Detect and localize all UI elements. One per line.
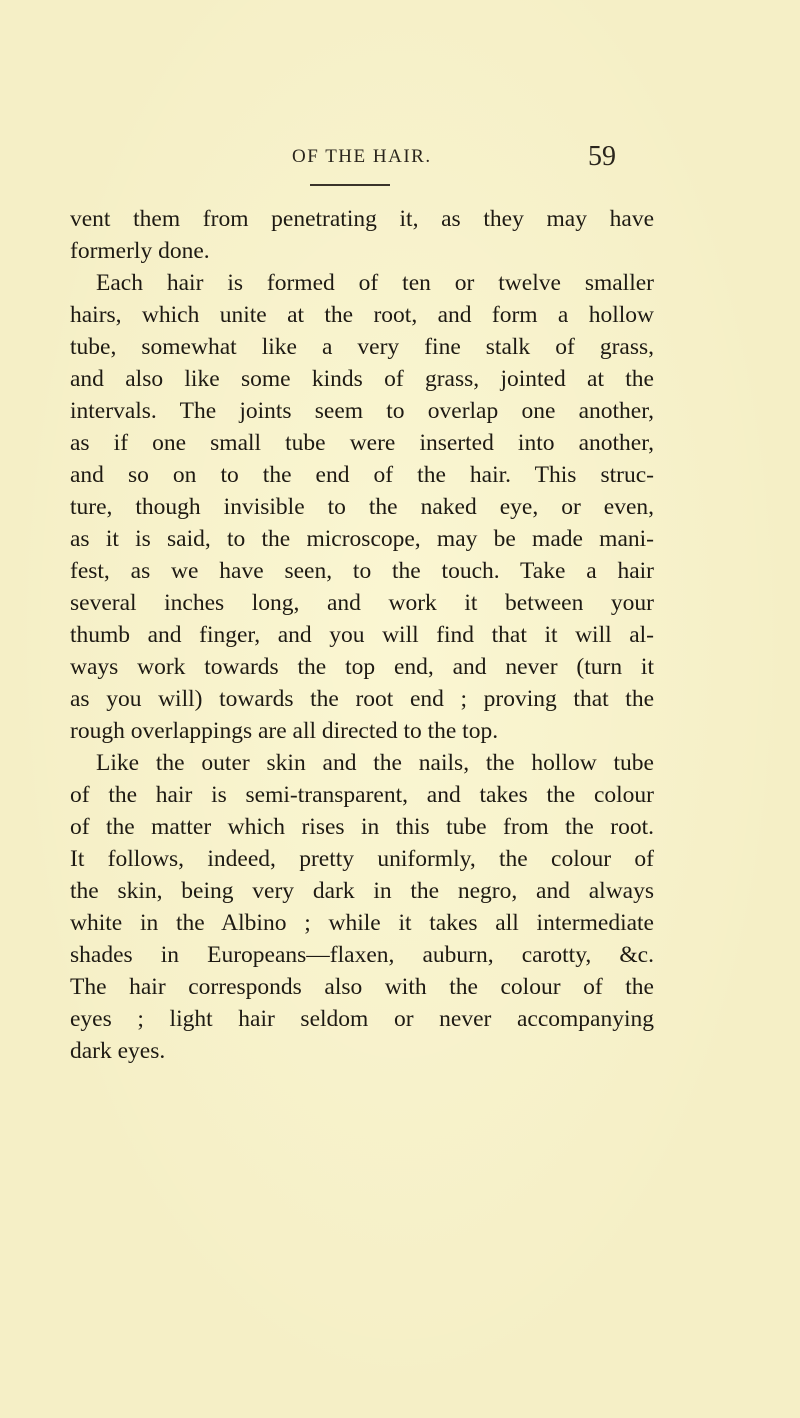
text-line: eyes ; light hair seldom or never accompanying bbox=[70, 1006, 654, 1032]
header-rule bbox=[310, 184, 390, 186]
text-line: The hair corresponds also with the colour of the bbox=[70, 974, 654, 1000]
text-line: fest, as we have seen, to the touch. Take a hair bbox=[70, 558, 654, 584]
text-line: ways work towards the top end, and never (turn it bbox=[70, 654, 654, 680]
text-line: It follows, indeed, pretty uniformly, the colour of bbox=[70, 846, 654, 872]
text-line: as it is said, to the microscope, may be made mani- bbox=[70, 526, 654, 552]
text-line: tube, somewhat like a very fine stalk of grass, bbox=[70, 334, 654, 360]
text-line: formerly done. bbox=[70, 238, 210, 264]
running-title: OF THE HAIR. bbox=[292, 146, 432, 167]
text-line: thumb and finger, and you will find that it will al- bbox=[70, 622, 654, 648]
text-line: ture, though invisible to the naked eye, or even, bbox=[70, 494, 654, 520]
text-line: several inches long, and work it between your bbox=[70, 590, 654, 616]
page-number: 59 bbox=[588, 141, 616, 172]
text-line: rough overlappings are all directed to the top. bbox=[70, 718, 499, 744]
text-line: as you will) towards the root end ; proving that the bbox=[70, 686, 654, 712]
text-line: vent them from penetrating it, as they may have bbox=[70, 206, 654, 232]
text-line: shades in Europeans—flaxen, auburn, carotty, &c. bbox=[70, 942, 654, 968]
text-line: the skin, being very dark in the negro, and always bbox=[70, 878, 654, 904]
body-text bbox=[70, 203, 654, 1067]
text-line: white in the Albino ; while it takes all intermediate bbox=[70, 910, 654, 936]
text-line: of the matter which rises in this tube from the root. bbox=[70, 814, 654, 840]
text-line: and so on to the end of the hair. This struc- bbox=[70, 462, 654, 488]
running-head bbox=[0, 142, 800, 176]
text-line: as if one small tube were inserted into another, bbox=[70, 430, 654, 456]
text-line: intervals. The joints seem to overlap one another, bbox=[70, 398, 654, 424]
text-line: hairs, which unite at the root, and form a hollow bbox=[70, 302, 654, 328]
text-line: Like the outer skin and the nails, the hollow tube bbox=[96, 750, 654, 776]
text-line: and also like some kinds of grass, jointed at the bbox=[70, 366, 654, 392]
text-line: Each hair is formed of ten or twelve smaller bbox=[96, 270, 654, 296]
text-line: dark eyes. bbox=[70, 1038, 166, 1064]
text-line: of the hair is semi-transparent, and takes the colour bbox=[70, 782, 654, 808]
